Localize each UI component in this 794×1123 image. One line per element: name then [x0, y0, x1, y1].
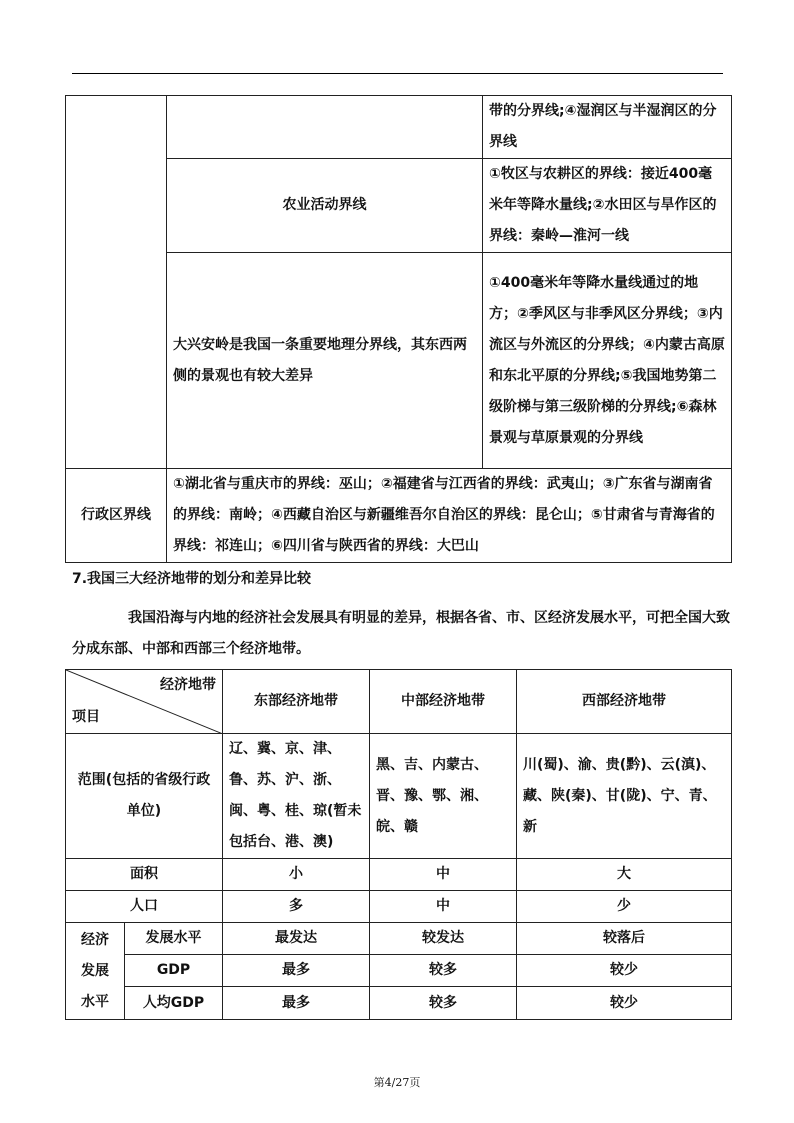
cell: 小: [223, 859, 370, 891]
page-number: 第4/27页: [373, 1076, 421, 1089]
econ-group-label: 经济发展水平: [66, 923, 125, 1020]
cell: 最多: [223, 955, 370, 987]
row-label: 面积: [66, 859, 223, 891]
row-label: 人均GDP: [125, 987, 223, 1020]
continued-category-cell: [66, 96, 167, 469]
section-title: 7.我国三大经济地带的划分和差异比较: [72, 571, 312, 587]
cell: 较少: [517, 987, 732, 1020]
diagonal-header-cell: [66, 670, 223, 734]
row-detail: ①牧区与农耕区的界线：接近400毫米年等降水量线;②水田区与旱作区的界线：秦岭—淮河一线: [483, 159, 732, 253]
cell: 较发达: [370, 923, 517, 955]
row-label: 人口: [66, 891, 223, 923]
row-label: GDP: [125, 955, 223, 987]
cell: 辽、冀、京、津、鲁、苏、沪、浙、闽、粤、桂、琼(暂未包括台、港、澳): [223, 734, 370, 859]
cell: 最多: [223, 987, 370, 1020]
header-row: [66, 670, 732, 734]
intro-paragraph: 我国沿海与内地的经济社会发展具有明显的差异，根据各省、市、区经济发展水平，可把全国大致分成东部、中部和西部三个经济地带。: [72, 610, 730, 657]
row-detail: 带的分界线;④湿润区与半湿润区的分界线: [483, 96, 732, 159]
column-header: 中部经济地带: [370, 670, 517, 734]
table-row: [66, 987, 732, 1020]
cell: 最发达: [223, 923, 370, 955]
row-label: 范围(包括的省级行政单位): [66, 734, 223, 859]
row-detail: ①400毫米年等降水量线通过的地方；②季风区与非季风区分界线；③内流区与外流区的分界线；④内蒙古高原和东北平原的分界线;⑤我国地势第二级阶梯与第三级阶梯的分界线;⑥森林景观与草原景观的分界线: [483, 253, 732, 469]
column-header: 西部经济地带: [517, 670, 732, 734]
row-label: 大兴安岭是我国一条重要地理分界线，其东西两侧的景观也有较大差异: [167, 253, 483, 469]
economic-zones-table: [65, 669, 732, 1020]
cell: 较多: [370, 987, 517, 1020]
cell: 中: [370, 891, 517, 923]
cell: 中: [370, 859, 517, 891]
table-row: [66, 96, 732, 159]
cell: 较多: [370, 955, 517, 987]
cell: 较落后: [517, 923, 732, 955]
admin-detail: ①湖北省与重庆市的界线：巫山；②福建省与江西省的界线：武夷山；③广东省与湖南省的界线：南岭；④西藏自治区与新疆维吾尔自治区的界线：昆仑山；⑤甘肃省与青海省的界线：祁连山；⑥四川省与陕西省的界线：大巴山: [167, 469, 732, 563]
row-label: 发展水平: [125, 923, 223, 955]
column-header: 东部经济地带: [223, 670, 370, 734]
cell: 较少: [517, 955, 732, 987]
table-row: [66, 955, 732, 987]
cell: 大: [517, 859, 732, 891]
cell: 多: [223, 891, 370, 923]
corner-top-label: 经济地带: [160, 677, 216, 693]
table-row: [66, 469, 732, 563]
cell: 黑、吉、内蒙古、晋、豫、鄂、湘、皖、赣: [370, 734, 517, 859]
cell: 少: [517, 891, 732, 923]
boundary-lines-table: [65, 95, 732, 563]
cell: 川(蜀)、渝、贵(黔)、云(滇)、藏、陕(秦)、甘(陇)、宁、青、新: [517, 734, 732, 859]
table-row: [66, 923, 732, 955]
row-label: [167, 96, 483, 159]
table-row: [66, 859, 732, 891]
corner-bottom-label: 项目: [72, 709, 100, 725]
row-label: 农业活动界线: [167, 159, 483, 253]
header-rule: [72, 73, 723, 74]
table-row: [66, 734, 732, 859]
admin-label: 行政区界线: [66, 469, 167, 563]
table-row: [66, 891, 732, 923]
